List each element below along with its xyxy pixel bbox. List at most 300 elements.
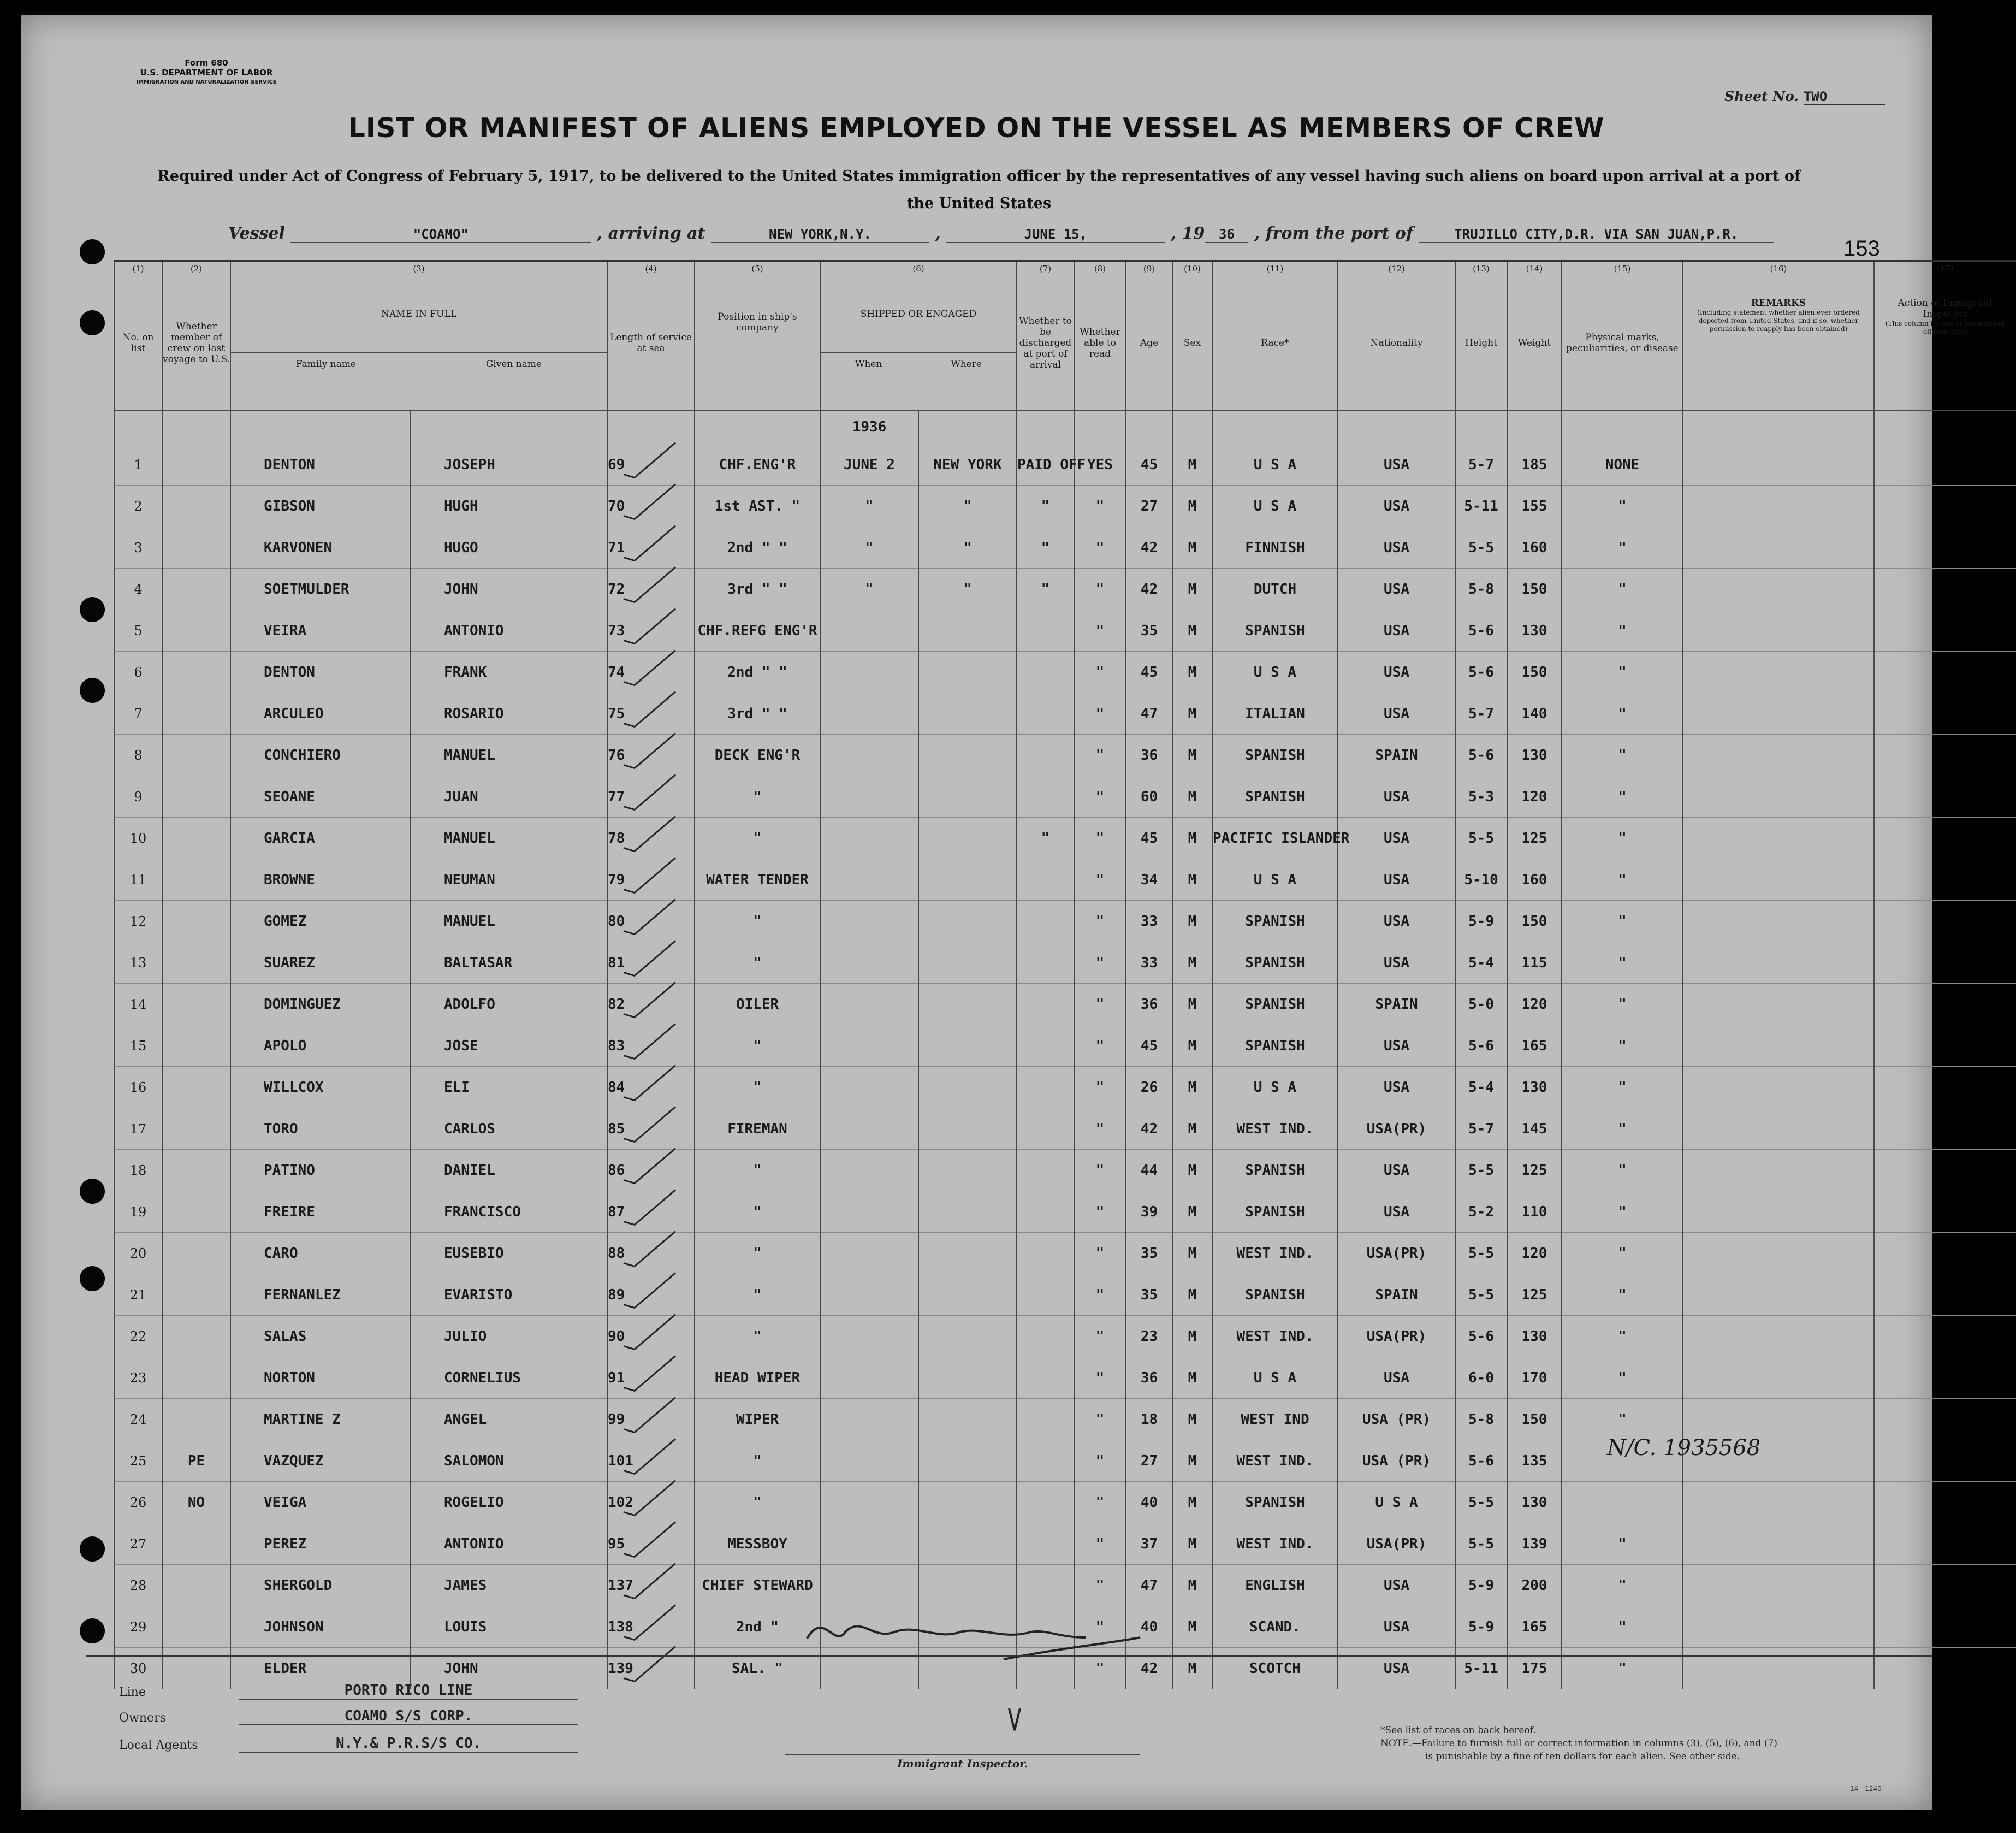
footer-notes: *See list of races on back hereof. NOTE.—Failure to furnish full or correct information in columns (3), (5), (6), and (7) is punishable by a fine of ten dollars for each alien. See other side. [1380,1725,1777,1762]
nationality: USA [1338,776,1455,818]
race: ENGLISH [1212,1565,1338,1606]
able-to-read: " [1074,818,1126,859]
height: 5-9 [1455,1565,1507,1606]
able-to-read: " [1074,1150,1126,1191]
height: 5-5 [1455,818,1507,859]
col-shipped: SHIPPED OR ENGAGED When Where [820,276,1017,410]
given-name: ANTONIO [411,610,607,652]
discharged: " [1017,569,1074,610]
race: DUTCH [1212,569,1338,610]
form-code: 14—1240 [1850,1785,1882,1793]
able-to-read: " [1074,942,1126,984]
art-number: 102 [607,1482,695,1523]
list-number: 11 [114,859,162,901]
last-voyage: NO [162,1482,230,1523]
col-height: Height [1455,276,1507,410]
given-name: EUSEBIO [411,1233,607,1274]
given-name: ROGELIO [411,1482,607,1523]
sex: M [1172,527,1212,569]
able-to-read: " [1074,1440,1126,1482]
given-name: JUAN [411,776,607,818]
family-name: APOLO [230,1025,411,1067]
physical-marks: " [1562,610,1683,652]
race: FINNISH [1212,527,1338,569]
position: " [695,1150,820,1191]
list-number: 1 [114,444,162,486]
physical-marks: " [1562,942,1683,984]
tick-mark [624,1315,675,1350]
family-name: PEREZ [230,1523,411,1565]
physical-marks: " [1562,984,1683,1025]
tick-mark [624,817,675,852]
col-weight: Weight [1507,276,1562,410]
list-number: 30 [114,1648,162,1689]
nationality: USA [1338,1357,1455,1399]
height: 5-4 [1455,942,1507,984]
col-physical-marks: Physical marks, peculiarities, or disease [1562,276,1683,410]
age: 27 [1126,1440,1172,1482]
weight: 139 [1507,1523,1562,1565]
given-name: ADOLFO [411,984,607,1025]
age: 42 [1126,569,1172,610]
race: WEST IND. [1212,1316,1338,1357]
race: U S A [1212,1357,1338,1399]
sex: M [1172,776,1212,818]
race: U S A [1212,652,1338,693]
age: 42 [1126,1648,1172,1689]
tick-mark [624,1439,675,1474]
physical-marks: " [1562,859,1683,901]
height: 5-0 [1455,984,1507,1025]
height: 5-8 [1455,1399,1507,1440]
col-no-on-list: No. on list [114,276,162,410]
able-to-read: " [1074,1565,1126,1606]
position: " [695,1316,820,1357]
weight: 135 [1507,1440,1562,1482]
position: 3rd " " [695,569,820,610]
given-name: JULIO [411,1316,607,1357]
list-number: 6 [114,652,162,693]
weight: 200 [1507,1565,1562,1606]
position: 2nd " [695,1606,820,1648]
nationality: USA [1338,486,1455,527]
discharged: " [1017,527,1074,569]
able-to-read: " [1074,1316,1126,1357]
position: MESSBOY [695,1523,820,1565]
age: 40 [1126,1482,1172,1523]
nationality: USA [1338,1025,1455,1067]
given-name: JOSE [411,1025,607,1067]
manifest-sheet [21,15,2006,1810]
position: 2nd " " [695,652,820,693]
nationality: USA [1338,1067,1455,1108]
age: 35 [1126,610,1172,652]
nationality: USA [1338,444,1455,486]
list-number: 7 [114,693,162,735]
art-number: 80 [607,901,695,942]
list-number: 10 [114,818,162,859]
nationality: USA [1338,1191,1455,1233]
nationality: USA [1338,1606,1455,1648]
able-to-read: " [1074,1274,1126,1316]
able-to-read: " [1074,1482,1126,1523]
list-number: 9 [114,776,162,818]
height: 5-11 [1455,486,1507,527]
family-name: GOMEZ [230,901,411,942]
position: " [695,776,820,818]
inspector-signature-line: Immigrant Inspector. [785,1754,1140,1770]
position: " [695,1233,820,1274]
family-name: PATINO [230,1150,411,1191]
list-number: 25 [114,1440,162,1482]
physical-marks: " [1562,486,1683,527]
art-number: 139 [607,1648,695,1689]
given-name: CARLOS [411,1108,607,1150]
height: 5-6 [1455,735,1507,776]
given-name: JAMES [411,1565,607,1606]
checkmark-strokes [21,15,1932,1810]
age: 35 [1126,1274,1172,1316]
weight: 160 [1507,527,1562,569]
height: 5-2 [1455,1191,1507,1233]
sex: M [1172,1025,1212,1067]
height: 5-5 [1455,1274,1507,1316]
weight: 125 [1507,1274,1562,1316]
art-number: 69 [607,444,695,486]
position: WATER TENDER [695,859,820,901]
weight: 130 [1507,610,1562,652]
shipped-when: " [820,569,918,610]
age: 40 [1126,1606,1172,1648]
age: 42 [1126,1108,1172,1150]
race: ITALIAN [1212,693,1338,735]
weight: 150 [1507,652,1562,693]
sex: M [1172,1606,1212,1648]
family-name: SEOANE [230,776,411,818]
physical-marks: " [1562,818,1683,859]
physical-marks: " [1562,1067,1683,1108]
list-number: 28 [114,1565,162,1606]
weight: 125 [1507,1150,1562,1191]
page-subtitle: Required under Act of Congress of February 5, 1917, to be delivered to the United States immigration officer by the representatives of any vessel having such aliens on board upon arrival at a port of the United States [157,168,1801,212]
able-to-read: " [1074,901,1126,942]
sex: M [1172,1357,1212,1399]
able-to-read: " [1074,486,1126,527]
tick-mark [624,1356,675,1391]
height: 5-11 [1455,1648,1507,1689]
race: SPANISH [1212,1150,1338,1191]
list-number: 26 [114,1482,162,1523]
race: SPANISH [1212,942,1338,984]
shipped-where: " [918,569,1017,610]
race: SPANISH [1212,1274,1338,1316]
given-name: HUGO [411,527,607,569]
race: SPANISH [1212,984,1338,1025]
given-name: BALTASAR [411,942,607,984]
sex: M [1172,984,1212,1025]
arrival-port: NEW YORK,N.Y. [711,227,929,243]
able-to-read: " [1074,984,1126,1025]
position: 2nd " " [695,527,820,569]
weight: 150 [1507,1399,1562,1440]
position: " [695,1274,820,1316]
weight: 130 [1507,1067,1562,1108]
shipped-when: " [820,486,918,527]
position: CHIEF STEWARD [695,1565,820,1606]
position: " [695,1440,820,1482]
sex: M [1172,1233,1212,1274]
able-to-read: " [1074,735,1126,776]
race: U S A [1212,859,1338,901]
art-number: 79 [607,859,695,901]
physical-marks: " [1562,1316,1683,1357]
vessel-info: Vessel "COAMO" , arriving at NEW YORK,N.Y. , JUNE 15, , 19 36 , from the port of TRUJILLO CITY,D.R. VIA SAN JUAN,P.R. [228,224,1921,243]
arrival-date: JUNE 15, [946,227,1165,243]
art-number: 78 [607,818,695,859]
sex: M [1172,859,1212,901]
art-number: 89 [607,1274,695,1316]
race: WEST IND. [1212,1440,1338,1482]
sex: M [1172,1150,1212,1191]
tick-mark [624,1273,675,1308]
tick-mark [624,900,675,935]
race: SPANISH [1212,1482,1338,1523]
physical-marks: " [1562,776,1683,818]
art-number: 87 [607,1191,695,1233]
height: 5-7 [1455,444,1507,486]
weight: 130 [1507,735,1562,776]
list-number: 5 [114,610,162,652]
tick-mark [624,1605,675,1640]
weight: 115 [1507,942,1562,984]
height: 5-5 [1455,1233,1507,1274]
able-to-read: " [1074,859,1126,901]
sex: M [1172,569,1212,610]
art-number: 91 [607,1357,695,1399]
physical-marks: " [1562,1233,1683,1274]
tick-mark [624,734,675,768]
footer-line: Line PORTO RICO LINE [119,1686,146,1699]
col-length-service: Length of service at sea [607,276,695,410]
weight: 165 [1507,1606,1562,1648]
sex: M [1172,1067,1212,1108]
physical-marks: " [1562,1025,1683,1067]
given-name: FRANK [411,652,607,693]
family-name: VEIRA [230,610,411,652]
nationality: USA(PR) [1338,1108,1455,1150]
tick-mark [624,609,675,644]
race: SCAND. [1212,1606,1338,1648]
family-name: SOETMULDER [230,569,411,610]
able-to-read: " [1074,1233,1126,1274]
height: 5-10 [1455,859,1507,901]
col-age: Age [1126,276,1172,410]
sex: M [1172,1274,1212,1316]
family-name: VEIGA [230,1482,411,1523]
nationality: USA [1338,901,1455,942]
race: WEST IND. [1212,1108,1338,1150]
footer-agents: Local Agents N.Y.& P.R.S/S CO. [119,1739,198,1752]
art-number: 73 [607,610,695,652]
art-number: 88 [607,1233,695,1274]
footer-owners: Owners COAMO S/S CORP. [119,1711,166,1725]
weight: 130 [1507,1482,1562,1523]
art-number: 83 [607,1025,695,1067]
given-name: ANTONIO [411,1523,607,1565]
list-number: 2 [114,486,162,527]
sex: M [1172,1440,1212,1482]
family-name: SUAREZ [230,942,411,984]
family-name: KARVONEN [230,527,411,569]
tick-mark [624,1024,675,1059]
age: 39 [1126,1191,1172,1233]
physical-marks: " [1562,1523,1683,1565]
position: " [695,818,820,859]
able-to-read: " [1074,1191,1126,1233]
age: 45 [1126,818,1172,859]
discharged: PAID OFF [1017,444,1074,486]
sex: M [1172,652,1212,693]
family-name: ARCULEO [230,693,411,735]
list-number: 18 [114,1150,162,1191]
physical-marks: " [1562,735,1683,776]
sex: M [1172,693,1212,735]
given-name: NEUMAN [411,859,607,901]
weight: 120 [1507,1233,1562,1274]
arrival-year: 36 [1205,227,1248,243]
able-to-read: " [1074,1025,1126,1067]
height: 5-4 [1455,1067,1507,1108]
list-number: 19 [114,1191,162,1233]
position: 1st AST. " [695,486,820,527]
tick-mark [624,1647,675,1682]
tick-mark [624,775,675,810]
sex: M [1172,486,1212,527]
race: U S A [1212,1067,1338,1108]
physical-marks: " [1562,652,1683,693]
list-number: 16 [114,1067,162,1108]
col-discharged: Whether to be discharged at port of arrival [1017,276,1074,410]
col-able-to-read: Whether able to read [1074,276,1126,410]
height: 5-5 [1455,1523,1507,1565]
age: 36 [1126,1357,1172,1399]
nationality: SPAIN [1338,1274,1455,1316]
nationality: USA [1338,1150,1455,1191]
page-number: 153 [1843,236,1880,261]
position: " [695,1067,820,1108]
age: 35 [1126,1233,1172,1274]
nationality: SPAIN [1338,984,1455,1025]
art-number: 81 [607,942,695,984]
tick-mark [624,526,675,561]
position: " [695,1191,820,1233]
age: 44 [1126,1150,1172,1191]
given-name: JOHN [411,1648,607,1689]
list-number: 15 [114,1025,162,1067]
position: OILER [695,984,820,1025]
height: 5-6 [1455,1316,1507,1357]
family-name: MARTINE Z [230,1399,411,1440]
sex: M [1172,1399,1212,1440]
family-name: GARCIA [230,818,411,859]
family-name: DENTON [230,652,411,693]
race: U S A [1212,444,1338,486]
race: SPANISH [1212,735,1338,776]
physical-marks: " [1562,527,1683,569]
tick-mark [624,1190,675,1225]
sex: M [1172,444,1212,486]
col-position: Position in ship's company [695,276,820,410]
col-nationality: Nationality [1338,276,1455,410]
year-row: 1936 [114,410,2016,444]
age: 42 [1126,527,1172,569]
age: 45 [1126,1025,1172,1067]
family-name: DENTON [230,444,411,486]
physical-marks: " [1562,1399,1683,1440]
age: 27 [1126,486,1172,527]
discharged: " [1017,486,1074,527]
list-number: 12 [114,901,162,942]
family-name: BROWNE [230,859,411,901]
weight: 165 [1507,1025,1562,1067]
art-number: 84 [607,1067,695,1108]
physical-marks: " [1562,1274,1683,1316]
sex: M [1172,1565,1212,1606]
physical-marks: " [1562,1357,1683,1399]
height: 5-6 [1455,1025,1507,1067]
shipped-where: " [918,486,1017,527]
given-name: JOHN [411,569,607,610]
tick-mark [624,1149,675,1184]
race: SPANISH [1212,776,1338,818]
tick-mark [624,1522,675,1557]
col-sex: Sex [1172,276,1212,410]
position: SAL. " [695,1648,820,1689]
nationality: USA [1338,859,1455,901]
tick-mark [624,941,675,976]
family-name: FREIRE [230,1191,411,1233]
sex: M [1172,735,1212,776]
nationality: USA [1338,1648,1455,1689]
sex: M [1172,1191,1212,1233]
given-name: MANUEL [411,735,607,776]
departure-port: TRUJILLO CITY,D.R. VIA SAN JUAN,P.R. [1419,227,1774,243]
tick-mark [624,567,675,602]
discharged: " [1017,818,1074,859]
able-to-read: " [1074,1357,1126,1399]
able-to-read: " [1074,1067,1126,1108]
age: 34 [1126,859,1172,901]
able-to-read: " [1074,776,1126,818]
sex: M [1172,901,1212,942]
tick-mark [624,858,675,893]
race: SPANISH [1212,1191,1338,1233]
height: 5-6 [1455,652,1507,693]
able-to-read: " [1074,652,1126,693]
height: 6-0 [1455,1357,1507,1399]
sex: M [1172,818,1212,859]
family-name: GIBSON [230,486,411,527]
age: 33 [1126,901,1172,942]
sheet-number: Sheet No. TWO [1724,88,1885,105]
nationality: USA [1338,527,1455,569]
weight: 120 [1507,776,1562,818]
able-to-read: YES [1074,444,1126,486]
list-number: 17 [114,1108,162,1150]
height: 5-8 [1455,569,1507,610]
age: 26 [1126,1067,1172,1108]
age: 47 [1126,1565,1172,1606]
